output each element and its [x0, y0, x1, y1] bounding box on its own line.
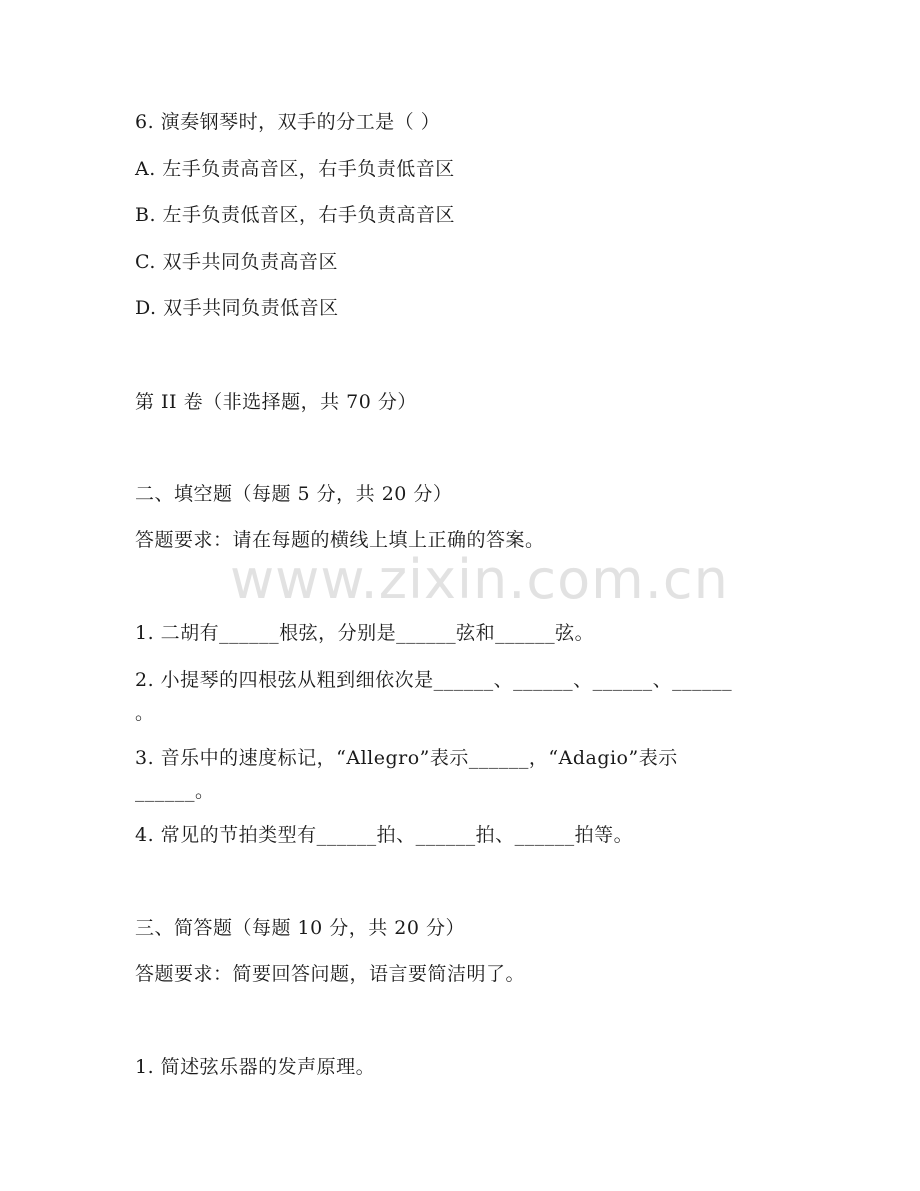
question-6-option-d: D. 双手共同负责低音区: [135, 297, 339, 319]
short-answer-question-1: 1. 简述弦乐器的发声原理。: [135, 1056, 376, 1078]
fill-blank-heading: 二、填空题（每题 5 分，共 20 分）: [135, 483, 453, 505]
fill-blank-question-2-continuation: 。: [135, 702, 155, 724]
fill-blank-question-3-continuation: ______。: [135, 780, 215, 802]
short-answer-heading: 三、简答题（每题 10 分，共 20 分）: [135, 917, 466, 939]
question-6-option-a: A. 左手负责高音区，右手负责低音区: [135, 158, 455, 180]
question-6-option-c: C. 双手共同负责高音区: [135, 251, 338, 273]
part-2-title: 第 II 卷（非选择题，共 70 分）: [135, 391, 417, 413]
watermark: www.zixin.com.cn: [230, 548, 729, 611]
fill-blank-question-3: 3. 音乐中的速度标记，“Allegro”表示______，“Adagio”表示: [135, 747, 678, 769]
short-answer-instruction: 答题要求：简要回答问题，语言要简洁明了。: [135, 963, 526, 985]
question-6-option-b: B. 左手负责低音区，右手负责高音区: [135, 204, 456, 226]
question-6-stem: 6. 演奏钢琴时，双手的分工是（ ）: [135, 111, 441, 133]
fill-blank-question-4: 4. 常见的节拍类型有______拍、______拍、______拍等。: [135, 824, 634, 846]
fill-blank-question-2: 2. 小提琴的四根弦从粗到细依次是______、______、______、______: [135, 669, 733, 691]
fill-blank-instruction: 答题要求：请在每题的横线上填上正确的答案。: [135, 529, 545, 551]
fill-blank-question-1: 1. 二胡有______根弦，分别是______弦和______弦。: [135, 622, 595, 644]
